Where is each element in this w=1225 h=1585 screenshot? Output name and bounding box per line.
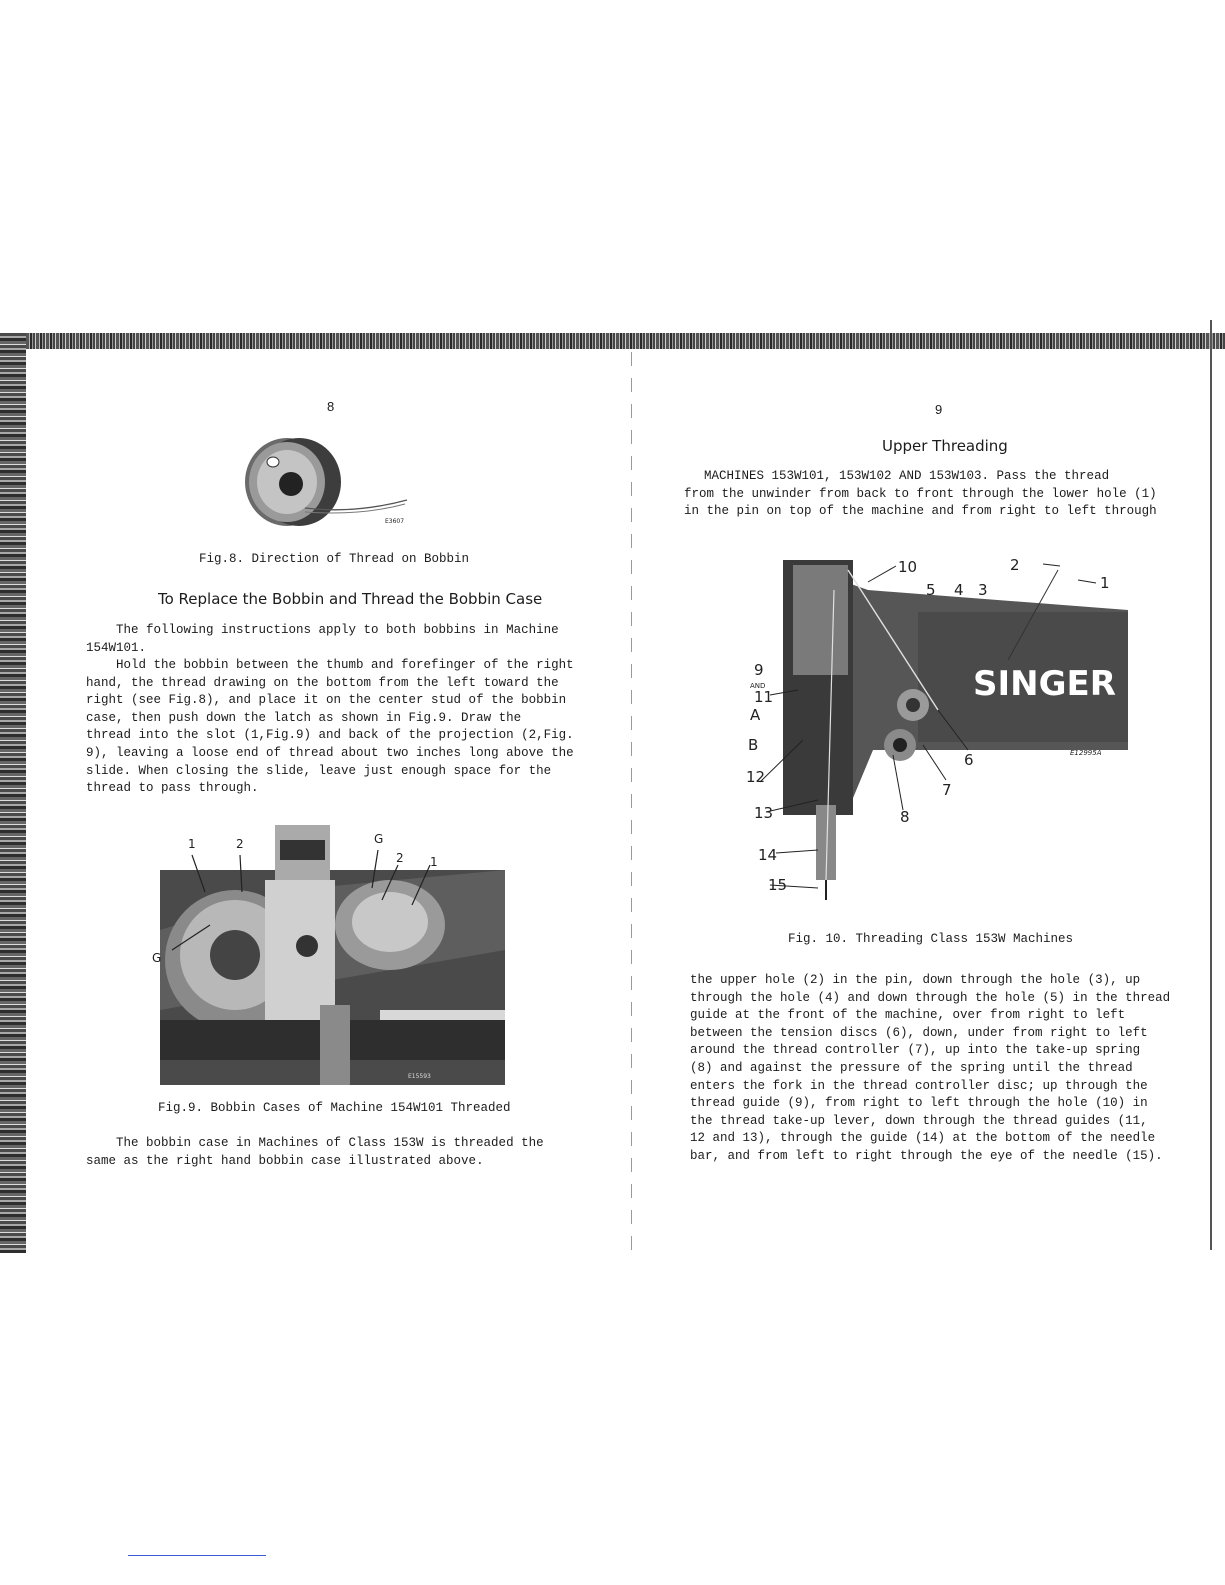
text-line: (8) and against the pressure of the spring until the thread	[690, 1060, 1133, 1075]
fig10-label: 14	[758, 846, 778, 864]
text-line: case, then push down the latch as shown in Fig.9. Draw the	[86, 710, 522, 725]
paragraph-hold-bobbin	[86, 657, 578, 798]
fig10-label: 4	[954, 581, 964, 599]
fig9-caption: Fig.9. Bobbin Cases of Machine 154W101 Threaded	[158, 1101, 511, 1115]
scan-border-right	[1210, 320, 1212, 1250]
fig10-label: 3	[978, 581, 988, 599]
text-line: Hold the bobbin between the thumb and forefinger of the right	[116, 658, 574, 672]
figure-10-threading	[738, 550, 1128, 905]
fig10-label: 10	[898, 558, 918, 576]
fig10-label: 8	[900, 808, 910, 826]
text-line: The bobbin case in Machines of Class 153W is threaded the	[116, 1136, 544, 1150]
paragraph-machines	[684, 468, 1190, 521]
fig10-label: 11	[754, 688, 774, 706]
fig10-label: 12	[746, 768, 766, 786]
text-line: 154W101.	[86, 640, 147, 655]
fig10-label: 13	[754, 804, 774, 822]
fig8-code: E3607	[385, 518, 405, 525]
scan-border-top	[0, 333, 1225, 349]
text-line: right (see Fig.8), and place it on the center stud of the bobbin	[86, 693, 567, 708]
text-line: thread to pass through.	[86, 781, 259, 796]
fig10-label: AND	[750, 682, 766, 690]
text-line: the upper hole (2) in the pin, down through the hole (3), up	[690, 973, 1141, 987]
text-line: enters the fork in the thread controller disc; up through the	[690, 1078, 1148, 1093]
singer-brand: SINGER	[973, 664, 1116, 704]
section-title-upper-threading: Upper Threading	[882, 437, 1008, 455]
fig10-label: 2	[1010, 556, 1020, 574]
page-number-right: 9	[935, 402, 943, 417]
fig9-code: E15593	[408, 1073, 431, 1080]
fig8-caption: Fig.8. Direction of Thread on Bobbin	[199, 552, 470, 566]
fig9-label: 1	[188, 837, 196, 851]
text-line: from the unwinder from back to front through the lower hole (1)	[684, 486, 1157, 501]
text-line: in the pin on top of the machine and from right to left through	[684, 504, 1157, 519]
fig10-label: 15	[768, 876, 788, 894]
fig10-label: 6	[964, 751, 974, 769]
paragraph-class-153w	[86, 1135, 560, 1170]
text-line: thread into the slot (1,Fig.9) and back of the projection (2,Fig.	[86, 728, 574, 743]
text-line: thread guide (9), from right to left through the hole (10) in	[690, 1096, 1148, 1111]
page-fold	[631, 350, 632, 1250]
text-line: same as the right hand bobbin case illustrated above.	[86, 1153, 484, 1168]
text-line: 12 and 13), through the guide (14) at the bottom of the needle	[690, 1131, 1156, 1146]
fig9-label: 1	[430, 855, 438, 869]
fig9-label: 2	[236, 837, 244, 851]
paragraph-threading-steps	[690, 972, 1196, 1166]
text-line: through the hole (4) and down through the hole (5) in the thread	[690, 990, 1171, 1005]
text-line: bar, and from left to right through the eye of the needle (15).	[690, 1148, 1163, 1163]
fig9-label: G	[374, 832, 384, 846]
text-line: guide at the front of the machine, over from right to left	[690, 1008, 1126, 1023]
fig10-label: 9	[754, 661, 764, 679]
text-line: MACHINES 153W101, 153W102 AND 153W103. Pass the thread	[704, 469, 1110, 483]
text-line: slide. When closing the slide, leave just enough space for the	[86, 763, 552, 778]
fig10-label: B	[748, 736, 759, 754]
text-line: the thread take-up lever, down through the thread guides (11,	[690, 1113, 1148, 1128]
page-number-left: 8	[327, 399, 335, 414]
fig10-code: E12995A	[1070, 749, 1102, 757]
fig9-label: G	[152, 951, 162, 965]
fig9-label: 2	[396, 851, 404, 865]
bottom-rule	[128, 1555, 266, 1556]
text-line: hand, the thread drawing on the bottom from the left toward the	[86, 675, 559, 690]
figure-8-bobbin	[235, 430, 415, 530]
scan-border-left	[0, 333, 26, 1253]
paragraph-instructions	[86, 622, 578, 657]
figure-9-bobbin-cases	[150, 810, 505, 1085]
fig10-label: 5	[926, 581, 936, 599]
text-line: between the tension discs (6), down, under from right to left	[690, 1025, 1148, 1040]
section-title-bobbin: To Replace the Bobbin and Thread the Bobbin Case	[158, 590, 543, 608]
fig10-label: 1	[1100, 574, 1110, 592]
fig10-caption: Fig. 10. Threading Class 153W Machines	[788, 932, 1074, 946]
fig10-label: A	[750, 706, 761, 724]
text-line: 9), leaving a loose end of thread about two inches long above the	[86, 745, 574, 760]
fig10-label: 7	[942, 781, 952, 799]
text-line: The following instructions apply to both bobbins in Machine	[116, 623, 559, 637]
text-line: around the thread controller (7), up into the take-up spring	[690, 1043, 1141, 1058]
